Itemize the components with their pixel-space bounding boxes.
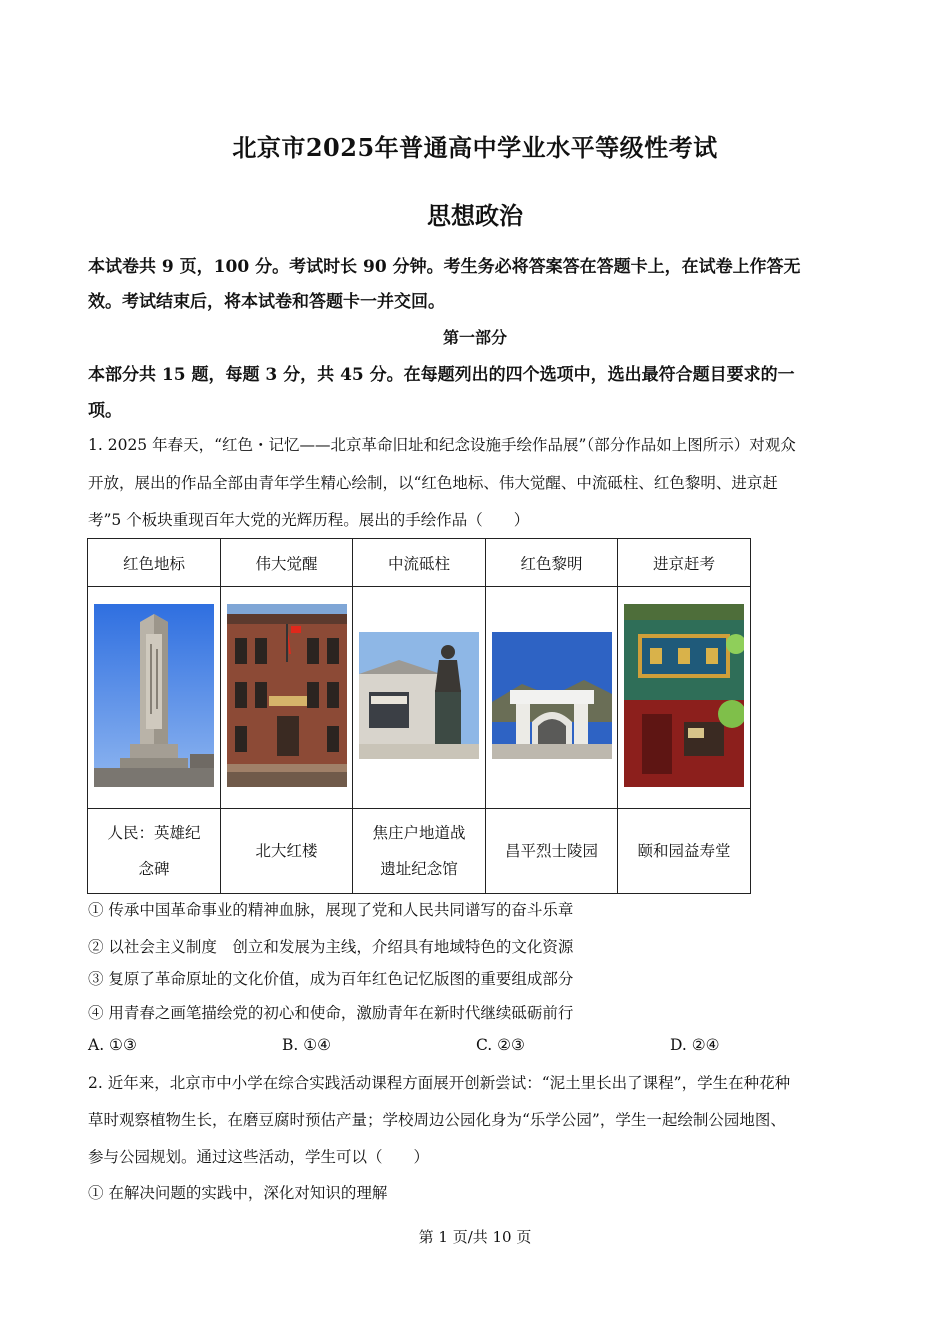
q1-option-c: C. ②③ bbox=[476, 1036, 525, 1054]
instructions-line-1: 本试卷共 9 页，100 分。考试时长 90 分钟。考生务必将答案答在答题卡上，在试卷上作答无 bbox=[88, 257, 801, 277]
instructions-line-2: 效。考试结束后，将本试卷和答题卡一并交回。 bbox=[88, 292, 445, 312]
q1-stem-line-2: 开放，展出的作品全部由青年学生精心绘制，以“红色地标、伟大觉醒、中流砥柱、红色黎明、进京赶 bbox=[88, 474, 778, 492]
table-caption-cell bbox=[221, 809, 353, 894]
table-caption-cell bbox=[618, 809, 751, 894]
q2-stem-line-2: 草时观察植物生长，在磨豆腐时预估产量；学校周边公园化身为“乐学公园”，学生一起绘制公园地图、 bbox=[88, 1111, 786, 1129]
q1-statement-4: ④ 用青春之画笔描绘党的初心和使命，激励青年在新时代继续砥砺前行 bbox=[88, 1004, 574, 1022]
memorial-statue-image bbox=[359, 632, 479, 759]
table-header-cell: 红色黎明 bbox=[486, 539, 618, 587]
part-desc-line-2: 项。 bbox=[88, 401, 122, 421]
q2-stem-line-3: 参与公园规划。通过这些活动，学生可以（ ） bbox=[88, 1148, 430, 1166]
table-image-cell bbox=[88, 587, 221, 809]
q1-statement-2: ② 以社会主义制度 创立和发展为主线，介绍具有地域特色的文化资源 bbox=[88, 938, 574, 956]
cemetery-gate-image bbox=[492, 632, 612, 759]
table-caption-cell bbox=[486, 809, 618, 894]
exam-title: 北京市2025年普通高中学业水平等级性考试 bbox=[232, 133, 718, 162]
table-caption-cell bbox=[88, 809, 221, 894]
q2-statement-1: ① 在解决问题的实践中，深化对知识的理解 bbox=[88, 1184, 388, 1202]
caption-line: 人民：英雄纪 bbox=[107, 824, 201, 842]
q1-stem-line-3: 考”5 个板块重现百年大党的光辉历程。展出的手绘作品（ ） bbox=[88, 511, 530, 529]
caption-line: 昌平烈士陵园 bbox=[504, 842, 598, 860]
part-title: 第一部分 bbox=[442, 328, 507, 347]
q1-statement-1: ① 传承中国革命事业的精神血脉，展现了党和人民共同谱写的奋斗乐章 bbox=[88, 901, 574, 919]
table-image-cell bbox=[353, 587, 486, 809]
table-image-cell bbox=[618, 587, 751, 809]
table-header-cell: 进京赶考 bbox=[618, 539, 751, 587]
q1-works-table bbox=[87, 538, 751, 894]
q1-stem-line-1: 1. 2025 年春天，“红色・记忆——北京革命旧址和纪念设施手绘作品展”（部分作品如上图所示）对观众 bbox=[88, 436, 796, 454]
caption-line: 遗址纪念馆 bbox=[380, 860, 458, 878]
painted-gate-image bbox=[624, 604, 744, 787]
table-header-cell: 伟大觉醒 bbox=[221, 539, 353, 587]
exam-subject: 思想政治 bbox=[427, 201, 523, 230]
q2-stem-line-1: 2. 近年来，北京市中小学在综合实践活动课程方面展开创新尝试：“泥土里长出了课程”，学生在种花种 bbox=[88, 1074, 791, 1092]
page-number: 第 1 页/共 10 页 bbox=[418, 1228, 532, 1246]
caption-line: 颐和园益寿堂 bbox=[637, 842, 731, 860]
q1-option-d: D. ②④ bbox=[670, 1036, 720, 1054]
table-image-cell bbox=[221, 587, 353, 809]
red-building-image bbox=[227, 604, 347, 787]
monument-image bbox=[94, 604, 214, 787]
table-header-cell: 中流砥柱 bbox=[353, 539, 486, 587]
table-caption-cell bbox=[353, 809, 486, 894]
caption-line: 北大红楼 bbox=[255, 842, 318, 860]
caption-line: 焦庄户地道战 bbox=[372, 824, 466, 842]
q1-option-b: B. ①④ bbox=[282, 1036, 332, 1054]
q1-option-a: A. ①③ bbox=[88, 1036, 137, 1054]
caption-line: 念碑 bbox=[138, 860, 170, 878]
part-desc-line-1: 本部分共 15 题，每题 3 分，共 45 分。在每题列出的四个选项中，选出最符合题目要求的一 bbox=[88, 365, 795, 385]
q1-statement-3: ③ 复原了革命原址的文化价值，成为百年红色记忆版图的重要组成部分 bbox=[88, 970, 574, 988]
table-image-cell bbox=[486, 587, 618, 809]
table-header-cell: 红色地标 bbox=[88, 539, 221, 587]
